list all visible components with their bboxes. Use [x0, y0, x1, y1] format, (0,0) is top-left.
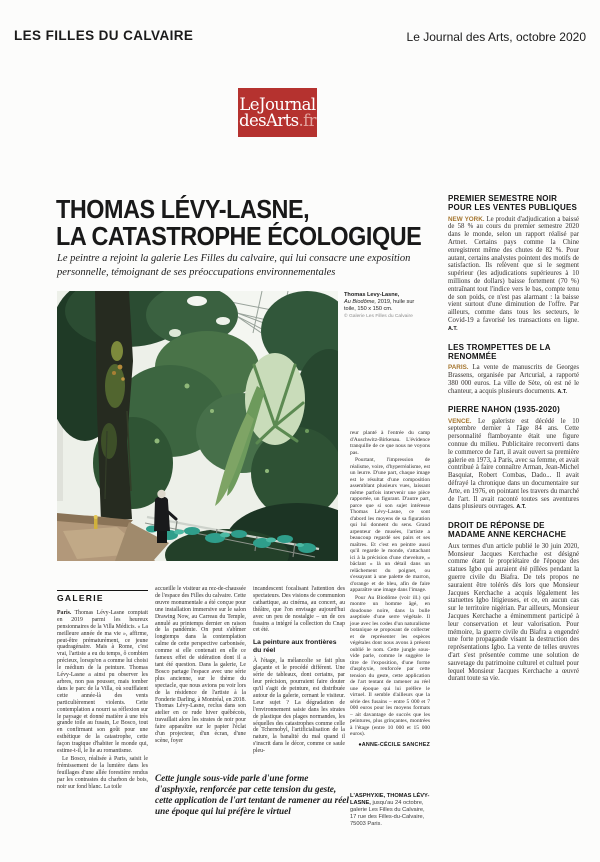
article-column-2 — [155, 586, 246, 745]
publication-source: Le Journal des Arts, octobre 2020 — [406, 30, 586, 44]
sidebar-item-text: NEW YORK. Le produit d'adjudication a baissé de 58 % au cours du premier semestre 2020 dans le monde, selon un rapport réalisé par Artnet. Certains pays comme la Chine enregistrent même des chutes de 82 %. Pour autant, certains analystes pointent des motifs de satisfaction. Ils relèvent que si le segment supérieur (les adjudications supérieures à 10 millions de dollars) baisse fortement (70 %) entraînant tout l'indice vers le bas, compte tenu de son poids, ce n'est pas alarmant : la baisse vient surtout d'une diminution de l'offre. Par ailleurs, comme dans tous les secteurs, le Covid-19 a favorisé les transactions en ligne. A.T. — [448, 215, 579, 332]
sidebar-item-text: PARIS. La vente de manuscrits de Georges Brassens, organisée par Artcurial, a rapporté 380 000 euros. La ville de Sète, où est né le chanteur, a acquis plusieurs documents. A.T. — [448, 364, 580, 395]
painting-caption — [344, 292, 424, 321]
logo-fr-suffix: .fr — [298, 110, 316, 130]
inline-subhead: La peinture aux frontières du réel — [253, 639, 337, 655]
paragraph: reur planté à l'entrée du camp d'Auschwitz-Birkenau. L'évidence tranquille de ce que nous ne voyons pas. — [350, 430, 430, 456]
logo-line1: LeJournal — [239, 95, 316, 114]
paragraph: Paris. Thomas Lévy-Lasne comptait en 2019 parmi les heureux pensionnaires de la Villa Médicis. « La meilleure année de ma vie », affirme, peut-être prématurément, ce jeune quadragénaire. Mais à Rome, c'est vrai, l'artiste a eu du temps, ô combien précieux, lorsqu'on a comme lui choisi le médium de la peinture. Thomas Lévy-Lasne a ainsi pu observer les arbres, non pas pousser, mais tomber dans le parc de la Villa, où soufflaient cette année-là des vents particulièrement violents. Cette contemplation a nourri sa réflexion sur le paysage et donné matière à une très grande toile au fusain, Le Bosco, tout en confirmant son goût pour une esthétique de la catastrophe, cette façon tragique d'habiter le monde qui, estime-t-il, le lie au romantisme. — [57, 609, 148, 755]
logo-line2: desArts.fr — [239, 110, 316, 130]
paragraph: accueille le visiteur au rez-de-chaussée de l'espace des Filles du calvaire. Cette œuvre monumentale a été conçue pour une installation immersive sur le salon Drawing Now, au Carreau du Temple, annulé au printemps dernier en raison de la pandémie. On peut s'abîmer longtemps dans la contemplation calme de cette perspective carbonisée, comme si elle contenait en elle ce fameux effet de sidération dont il a tant été question. Dans la galerie, Le Bosco partage l'espace avec une série plus ancienne, sur le thème du spectacle, que nous avions pu voir lors de la résidence de l'artiste à la Fonderie Darling, à Montréal, en 2018. Thomas Lévy-Lasne, reclus dans son atelier en ce rude hiver québécois, travaillait alors les strates de noir pour faire apparaître sur le papier l'éclat d'un projecteur, d'un écran, d'une scène, foyer — [155, 586, 246, 744]
sidebar-item — [448, 343, 579, 397]
sidebar-item-title: PIERRE NAHON (1935-2020) — [448, 405, 560, 415]
city-label: NEW YORK. — [448, 215, 485, 223]
article-title — [56, 196, 470, 250]
sidebar-item-title: DROIT DE RÉPONSE DE MADAME ANNE KERCHACHE — [448, 521, 567, 540]
article-title-line2: LA CATASTROPHE ÉCOLOGIQUE — [56, 221, 422, 251]
caption-credit: © Galerie Les Filles du Calvaire — [344, 314, 413, 320]
sidebar-item-text: VENCE. Le galeriste est décédé le 10 septembre dernier à l'âge 84 ans. Cette personnalité flamboyante était une figure connue du milieu. Publicitaire reconverti dans le commerce de l'art, il avait ouvert sa première galerie en 1973, à Paris, avec sa femme, et avait contribué à faire connaître Arman, Jean-Michel Basquiat, Robert Combas, Dado... Il avait défrayé la chronique dans un documentaire sur Arte, en 1976, en pointant les travers du marché de l'art. Il avait raconté toutes ses aventures dans plusieurs ouvrages. A.T. — [448, 417, 579, 511]
article-standfirst: Le peintre a rejoint la galerie Les Filles du calvaire, qui lui consacre une exposition personnelle, témoignant de ses préoccupations environnementales — [57, 253, 411, 278]
article-column-3 — [253, 586, 345, 755]
city-label: PARIS. — [448, 364, 469, 372]
article-column-1 — [57, 590, 148, 790]
author-initials: A.T. — [516, 504, 526, 511]
caption-artist: Thomas Levy-Lasne, — [344, 292, 400, 298]
exhibition-title: L'ASPHYXIE, THOMAS LÉVY-LASNE, — [350, 793, 430, 806]
paragraph: incandescent focalisant l'attention des spectateurs. Des visions de communion cathartique, au cinéma, au concert, au théâtre, que l'on envisage aujourd'hui avec un peu de nostalgie – un de ces fusains a intégré la collection du Cnap cet été. — [253, 586, 345, 634]
sidebar-item-text: Aux termes d'un article publié le 30 juin 2020, Monsieur Jacques Kerchache est désigné comme étant le propriétaire de l'époque des statues Igbo qui auraient été pillées pendant la guerre civile du Biafra. De tels propos ne sauraient être tolérés dès lors que Monsieur Jacques Kerchache a acquis légalement les statuettes Igbo litigieuses, et ce, en aucun cas sur le territoire nigérian. Par ailleurs, Monsieur Jacques Kerchache a éminemment participé à leur conservation et leur valorisation. Pour mémoire, la guerre civile du Biafra a engendré une forte propagande visant la destruction des représentations Igbo. La vente de telles œuvres d'art s'est présentée comme une solution de sauvetage du patrimoine culturel et cultuel pour lequel Monsieur Jacques Kerchache a œuvré durant toute sa vie. — [448, 542, 579, 683]
sidebar-item — [448, 194, 579, 334]
pull-quote: Cette jungle sous-vide parle d'une forme d'asphyxie, renforcée par cette tension du geste, cette application de l'art tentant de ramener au réel une époque qui lui préfère le virtuel — [155, 773, 349, 816]
article-title-line1: THOMAS LÉVY-LASNE, — [56, 194, 310, 224]
byline-bullet-icon: ● — [358, 741, 362, 748]
section-rule — [57, 590, 148, 591]
exhibition-details: jusqu'au 24 octobre, galerie Les Filles du Calvaire, 17 rue des Filles-du-Calvaire, 75003 Paris. — [350, 799, 425, 827]
byline: ●ANNE-CÉCILE SANCHEZ — [358, 741, 430, 748]
dateline: Paris. — [57, 609, 72, 616]
gallery-name: LES FILLES DU CALVAIRE — [14, 28, 194, 43]
paragraph: Le Bosco, réalisée à Paris, saisit le frémissement de la lumière dans les feuillages d'une allée forestière rendus par les contrastes du charbon de bois, noir sur fond blanc. La toile — [57, 755, 148, 790]
news-sidebar — [448, 194, 579, 692]
city-label: VENCE. — [448, 417, 472, 425]
caption-work: Au Biodôme, 2019, huile sur toile, 150 x 150 cm. — [344, 298, 415, 312]
exhibition-info — [350, 793, 430, 828]
sidebar-item-title: PREMIER SEMESTRE NOIR POUR LES VENTES PUBLIQUES — [448, 194, 578, 213]
sidebar-item — [448, 521, 579, 683]
article-column-4 — [350, 430, 430, 748]
paragraph: À l'étage, la mélancolie se fait plus glaçante et le procédé différent. Une série de tableaux, dont certains, par leur précision, pourraient faire douter qu'il s'agit de peinture, est distribuée autour de la galerie, cernant le visiteur. Leur sujet ? La dégradation de l'environnement saisie dans les strates de plastique des plages normandes, les séquelles des catastrophes comme celle de Tchernobyl, l'artificialisation de la nature, la banalité du mal quand il s'inscrit dans le décor, comme ce saule pleu- — [253, 658, 345, 755]
author-initials: A.T. — [448, 325, 458, 332]
section-label: GALERIE — [57, 593, 104, 603]
sidebar-item-title: LES TROMPETTES DE LA RENOMMÉE — [448, 342, 551, 361]
sidebar-item — [448, 405, 579, 512]
author-initials: A.T. — [557, 388, 567, 395]
journal-des-arts-logo — [238, 88, 317, 137]
au-biodome-painting — [57, 291, 338, 561]
paragraph: Pourtant, l'impression de réalisme, voire, d'hyperréalisme, est un leurre. D'une part, chaque image est le résultat d'une composition assemblant plusieurs vues, laissant même parfois intervenir une pièce rapportée, un figurant. D'autre part, parce que si son sujet intéresse Thomas Lévy-Lasne, ce sont d'abord les moyens de sa figuration qui lui donnent du sens. Grand arpenteur de musées, l'artiste a beaucoup regardé ses pairs et ses maîtres. Et c'est en peintre aussi qu'il regarde le monde, s'attachant ici à la précision d'une chevelure, « bâclant » là un détail dans un relâchement du poignet, ou s'essayant à une palette de marron, d'orange et de bleu, afin de faire apparaître une image dans l'image. — [350, 457, 430, 593]
paragraph: Pour Au Biodôme (voir ill.) qui montre un homme âgé, en doudoune noire, dans la bulle aseptisée d'une serre végétale. Il joue avec les codes d'un naturalisme botanique se proposant de collecter et de représenter les espèces végétales dont nous avons à présent oublié le nom. Cette jungle sous-vide parle, comme le suggère le titre de l'exposition, d'une forme d'asphyxie, renforcée par cette tension du geste, cette application de l'art tentant de ramener au réel une époque qui lui préfère le virtuel. Il semble d'ailleurs que la série des fusains – entre 5 000 et 7 000 euros pour les moyens formats – ait davantage de succès que les peintures, plus grinçantes, montrées à l'étage (entre 10 000 et 15 000 euros). — [350, 594, 430, 737]
